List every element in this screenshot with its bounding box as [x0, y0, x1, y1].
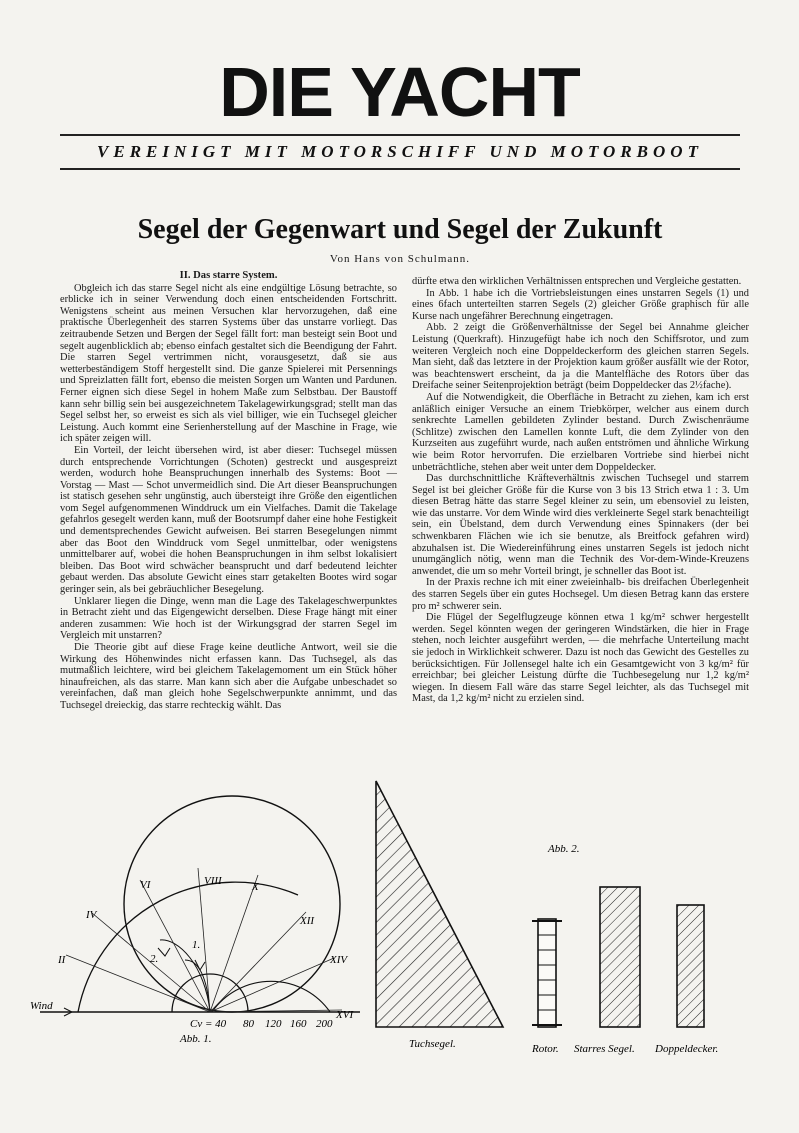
paragraph: Unklarer liegen die Dinge, wenn man die Lage des Takelageschwerpunktes in Betracht zieht und das Eigengewicht derselben. Diese Frage hängt mit einer anderen zusammen: Wie hoch ist der Wirkungsgrad der starren Segel im Vergleich mit unstarren?: [60, 595, 397, 642]
axis-tick-label: 160: [290, 1018, 307, 1030]
tuchsegel-figure: [376, 781, 503, 1050]
curve-label: 2.: [150, 953, 159, 965]
paragraph: In Abb. 1 habe ich die Vortriebsleistungen eines unstarren Segels (1) und eines 6fach unterteilten starren Segels (2) gleicher Größe graphisch für alle Kurse nach ungefährer Berechnung eingetragen.: [412, 287, 749, 322]
paragraph: Die Flügel der Segelflugzeuge können etwa 1 kg/m² schwer hergestellt werden. Segel könnten wegen der geringeren Windstärken, die hier in Frage stehen, noch leichter ausgeführt werden, — die mehrfache Unterteilung macht sie jedoch in Wirklichkeit schwerer. Dazu ist noch das Gewicht des Gestelles zu berücksichtigen. Für Jollensegel halte ich ein Gesamtgewicht von 3 kg/m² für erreichbar; bei gleicher Leistung dürfte die Tuchbesegelung nur 1,2 kg/m² wiegen. In diesem Fall wäre das starre Segel leichter, als das Tuchsegel mit Mast, da 1,2 kg/m² nicht zu erzielen sind.: [412, 612, 749, 705]
triangular-sail-shape: [376, 781, 503, 1027]
inner-circle-curve-1: [172, 974, 248, 1012]
roman-label: II: [58, 954, 66, 966]
roman-label: XII: [300, 915, 315, 927]
arrow-icon: [158, 948, 170, 956]
masthead: DIE YACHT: [219, 53, 580, 131]
paragraph: Abb. 2 zeigt die Größenverhältnisse der Segel bei Annahme gleicher Leistung (Querkraft). Hinzugefügt habe ich noch den Schiffsrotor, und zum weiteren Vergleich noch eine Doppeldeckerform des gleichen starren Segels. Man sieht, daß das letztere in der Projektion kaum größer ausfällt wie der Rotor, was beachtenswert erscheint, da ja die Mantelfläche des Rotors über das Dreifache seiner Seitenprojektion beträgt (beim Doppeldecker das 2½fache).: [412, 322, 749, 392]
article-title: Segel der Gegenwart und Segel der Zukunft: [137, 214, 663, 245]
byline: Von Hans von Schulmann.: [329, 253, 471, 265]
curve-label: 1.: [192, 939, 201, 951]
axis-tick-label: 120: [265, 1018, 282, 1030]
roman-label: VI: [140, 879, 151, 891]
rotor-shape: [532, 919, 562, 1027]
outer-circle-curve-2: [124, 796, 340, 1012]
figure-1-caption: Abb. 1.: [180, 1033, 212, 1045]
axis-tick-label: 80: [243, 1018, 254, 1030]
figure-2-title: Abb. 2.: [548, 843, 580, 855]
paragraph: In der Praxis rechne ich mit einer zweieinhalb- bis dreifachen Überlegenheit des starren Segels über ein gutes Hochsegel. Um diesen Betrag kann das erstere pro m² schwerer sein.: [412, 577, 749, 612]
paragraph: Das durchschnittliche Kräfteverhältnis zwischen Tuchsegel und starrem Segel ist bei gleicher Größe für die Kurse von 3 bis 13 Strich etwa 1 : 3. Um diesen Betrag hätte das starre Segel kleiner zu sein, um ebensoviel zu leisten, wie das unstarre. Vor dem Winde wird dies verkleinerte Segel stark benachteiligt sein, ein Übelstand, dem durch Verwendung eines Spinnakers (der bei schwenkbaren Flächen wie ich sie benutze, als Breitfock gefahren wird) abzuhalsen ist. Die Wiedereinführung eines unstarren Segels ist jedoch nicht unumgänglich nötig, wenn man die Technik des Vor-dem-Winde-Kreuzens anwendet, die um so mehr Vorteil bringt, je schneller das Boot ist.: [412, 473, 749, 577]
masthead-subtitle: VEREINIGT MIT MOTORSCHIFF UND MOTORBOOT: [97, 142, 703, 161]
tuchsegel-caption: Tuchsegel.: [409, 1038, 456, 1050]
section-heading: II. Das starre System.: [179, 270, 278, 281]
paragraph: Obgleich ich das starre Segel nicht als eine endgültige Lösung betrachte, so erblicke ich in seiner Verwendung doch einen entscheidenden Fortschritt. Wenigstens scheint aus meinen Versuchen klar hervorzugehen, daß eine praktische Überlegenheit des starren Systems über das unstarre vorliegt. Das zeitraubende Setzen und Bergen der Segel fällt fort: man besteigt sein Boot und segelt augenblicklich ab; ebenso einfach gestaltet sich die Beendigung der Fahrt. Die starren Segel vertrimmen nicht, vorausgesetzt, daß sie aus wetterbeständigem Stoff hergestellt sind. Die ganze Spielerei mit Persennings und Spreizlatten fällt fort, ebenso die meisten Sorgen um Wanten und Pardunen. Ferner eignen sich diese Segel in hohem Maße zum Selbstbau. Der Baustoff kann sehr billig sein bei ausgezeichnetem Takelagewirkungsgrad; stellt man das Segel selbst her, so erweist es sich als viel billiger, wie ein Tuchsegel gleicher Leistung. Auch kommt eine Serienherstellung auf der Maschine in Frage, wie ich später zeigen will.: [60, 282, 397, 445]
doppeldecker-shape: [677, 905, 704, 1027]
axis-origin-label: Cv = 40: [190, 1018, 227, 1030]
doppeldecker-label: Doppeldecker.: [655, 1043, 719, 1055]
starres-segel-shape: [600, 887, 640, 1027]
curve-arc: [212, 981, 330, 1012]
paragraph: Die Theorie gibt auf diese Frage keine deutliche Antwort, weil sie die Wirkung des Höhenwindes nicht erfassen kann. Das Tuchsegel, als das mutmaßlich leichtere, wird bei gleichem Takelagemoment um ein Stück höher hinaufreichen, als das starre. Man kann sich aber die Aufgabe unbeschadet so vereinfachen, daß man gleich hohe Segelschwerpunkte annimmt, und das Tuchsegel dreieckig, das starre rechteckig wählt. Das: [60, 642, 397, 711]
axis-tick-label: 200: [316, 1018, 333, 1030]
rotor-label: Rotor.: [532, 1043, 559, 1055]
paragraph: Auf die Notwendigkeit, die Oberfläche in Betracht zu ziehen, kam ich erst anläßlich einiger Versuche an einem Triebkörper, welcher aus einem durch senkrechte Lamellen gebildeten Zylinder bestand. Durch Zwischenräume (Schlitze) zwischen den Lamellen konnte Luft, die dem Zylinder von den Kurzseiten aus zugeführt wurde, nach außen entströmen und ähnliche Wirkung wie beim Rotor hervorrufen. Die erzielbaren Vortriebe sind hierbei nicht unbeträchtliche, stehen aber weit unter dem Doppeldecker.: [412, 391, 749, 473]
wind-label: Wind: [30, 1000, 53, 1012]
figure-2: [531, 843, 718, 1055]
paragraph: dürfte etwa den wirklichen Verhältnissen entsprechen und Vergleiche gestatten.: [412, 276, 742, 287]
radial-lines: [66, 868, 342, 1012]
roman-label: XVI: [336, 1009, 354, 1021]
figure-1-polar-diagram: [30, 796, 360, 1045]
paragraph: Ein Vorteil, der leicht übersehen wird, ist aber dieser: Tuchsegel müssen durch entsprechende Vorrichtungen (Schoten) gestreckt und ausgespreizt werden, wodurch hohe Beanspruchungen innerhalb des Systems: Boot — Vorstag — Mast — Schot unvermeidlich sind. Die Art dieser Beanspruchungen ist statisch gesehen sehr ungünstig, auch übersteigt ihre Größe den eigentlichen vom Segel aufgenommenen Winddruck um ein Vielfaches. Damit die Takelage gefahrlos gesegelt werden kann, muß der Bootsrumpf daher eine hohe Festigkeit und dementsprechendes Gewicht aufweisen. Bei starren Besegelungen nimmt aber das Boot den Winddruck vom Segel unmittelbar, oder wenigstens unmittelbarer auf, wobei die hohen Beanspruchungen in ihm selbst lokalisiert bleiben. Das Boot wird schwächer beansprucht und darf bedeutend leichter gebaut werden. Das absolute Gewicht eines starr getakelten Bootes wird sogar geringer sein, als bei gebräuchlicher Besegelung.: [60, 444, 397, 596]
roman-label: X: [252, 881, 259, 893]
roman-label: VIII: [204, 875, 222, 887]
roman-label: XIV: [330, 954, 348, 966]
sweep-arc: [78, 882, 298, 1012]
roman-label: IV: [86, 909, 97, 921]
starres-segel-label: Starres Segel.: [574, 1043, 635, 1055]
